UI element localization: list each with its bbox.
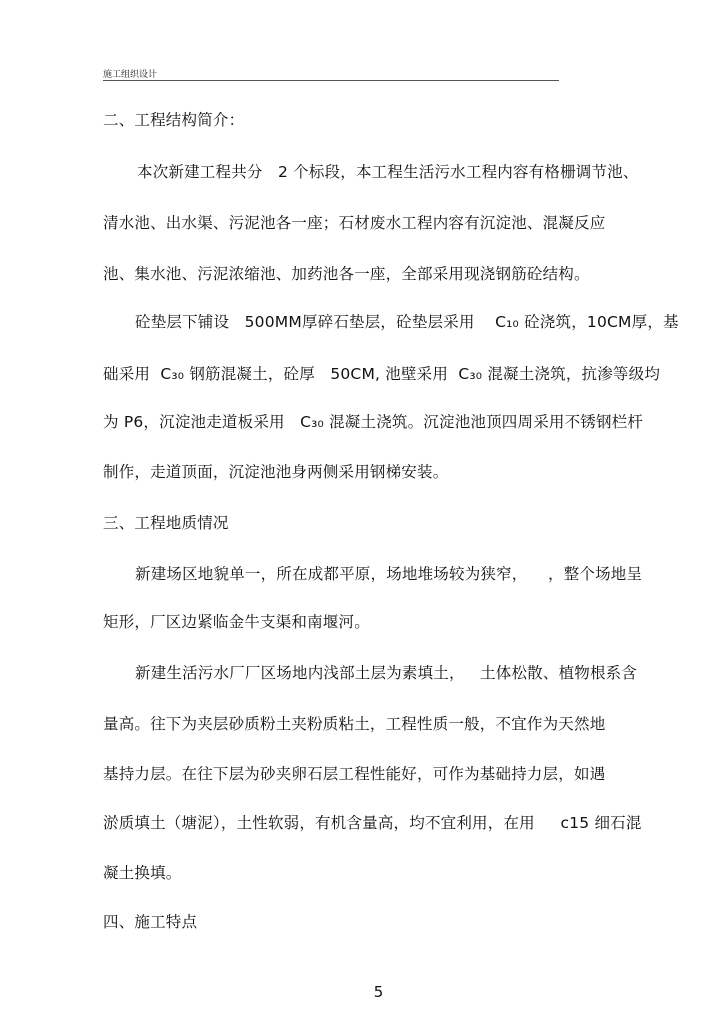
paragraph-line: 量高。往下为夹层砂质粉土夹粉质粘土，工程性质一般，不宜作为天然地: [103, 715, 606, 733]
paragraph-line: 为 P6，沉淀池走道板采用 C₃₀ 混凝土浇筑。沉淀池池顶四周采用不锈钢栏杆: [103, 413, 644, 431]
paragraph-line: 基持力层。在往下层为砂夹卵石层工程性能好，可作为基础持力层，如遇: [103, 765, 606, 783]
paragraph-line: 凝土换填。: [103, 864, 182, 882]
paragraph-line: 础采用 C₃₀ 钢筋混凝土，砼厚 50CM, 池壁采用 C₃₀ 混凝土浇筑，抗渗等级均: [103, 365, 661, 383]
paragraph-line: 新建生活污水厂厂区场地内浅部土层为素填土， 土体松散、植物根系含: [135, 664, 638, 682]
paragraph-line: 新建场区地貌单一，所在成都平原，场地堆场较为狭窄， ，整个场地呈: [135, 565, 643, 583]
paragraph-line: 池、集水池、污泥浓缩池、加药池各一座，全部采用现浇钢筋砼结构。: [103, 265, 590, 283]
running-header: 施工组织设计: [103, 70, 158, 80]
paragraph-line: 砼垫层下铺设 500MM厚碎石垫层，砼垫层采用 C₁₀ 砼浇筑，10CM厚，基: [135, 313, 679, 331]
header-rule: [103, 80, 559, 81]
section-heading-geology: 三、工程地质情况: [103, 514, 229, 532]
section-heading-structure: 二、工程结构简介：: [103, 111, 245, 129]
paragraph-line: 淤质填土（塘泥），土性软弱，有机含量高，均不宜利用，在用 c15 细石混: [103, 814, 642, 832]
paragraph-line: 本次新建工程共分 2 个标段，本工程生活污水工程内容有格栅调节池、: [137, 163, 639, 181]
paragraph-line: 清水池、出水渠、污泥池各一座；石材废水工程内容有沉淀池、混凝反应: [103, 214, 606, 232]
paragraph-line: 矩形，厂区边紧临金牛支渠和南堰河。: [103, 613, 370, 631]
page-number: 5: [373, 983, 384, 1001]
paragraph-line: 制作，走道顶面，沉淀池池身两侧采用钢梯安装。: [103, 463, 449, 481]
section-heading-features: 四、施工特点: [103, 913, 198, 931]
